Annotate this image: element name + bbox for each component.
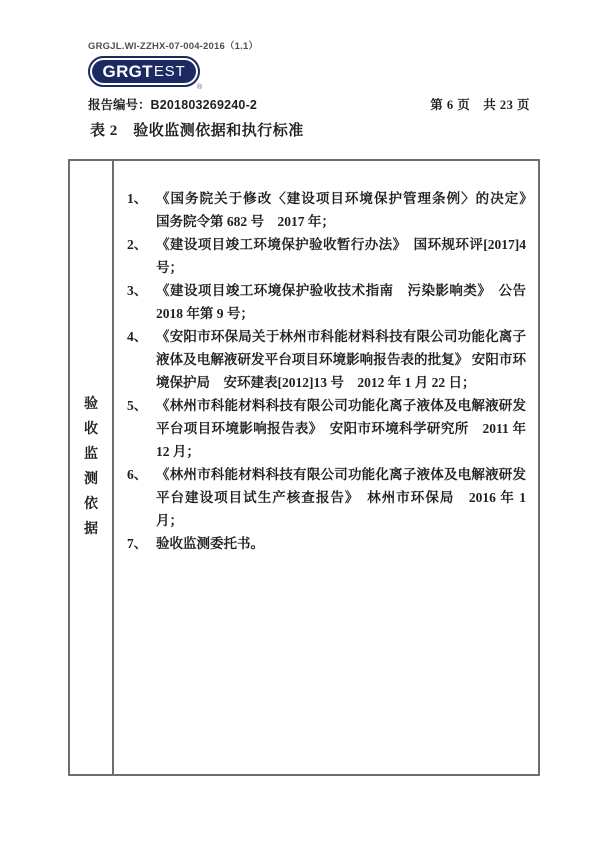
list-item [127,233,526,279]
row-header-char: 验 [84,397,98,412]
list-item-text: 《建设项目竣工环境保护验收暂行办法》 国环规环评[2017]4 号； [156,237,526,275]
row-header-char: 监 [84,447,98,462]
list-item-number: 3、 [127,283,148,298]
list-item-text: 《安阳市环保局关于林州市科能材料科技有限公司功能化离子液体及电解液研发平台项目环境影响报告表的批复》 安阳市环境保护局 安环建表[2012]13 号 2012 年 1 月 22 日； [156,329,526,390]
report-header-line [88,95,530,113]
reference-list [114,161,538,774]
report-number-label: 报告编号： [88,98,151,112]
row-header-char: 据 [84,522,98,537]
row-header-char: 收 [84,422,98,437]
list-item [127,325,526,394]
report-number [88,95,257,113]
list-item-text: 《国务院关于修改〈建设项目环境保护管理条例〉的决定》 国务院令第 682 号 2017 年； [156,191,540,229]
row-header-char: 依 [84,497,98,512]
row-header-vertical-label [70,161,114,774]
list-item [127,394,526,463]
list-item-text: 《林州市科能材料科技有限公司功能化离子液体及电解液研发平台建设项目试生产核查报告》 林州市环保局 2016 年 1 月； [156,467,526,528]
grgtest-logo [88,56,200,87]
list-item-text: 《林州市科能材料科技有限公司功能化离子液体及电解液研发平台项目环境影响报告表》 安阳市环境科学研究所 2011 年 12 月； [156,398,526,459]
list-item-number: 2、 [127,237,148,252]
page-indicator: 第 6 页 共 23 页 [430,98,530,112]
list-item [127,187,540,233]
list-item-text: 《建设项目竣工环境保护验收技术指南 污染影响类》 公告 2018 年第 9 号； [156,283,526,321]
logo-text-bold: GRGT [102,61,153,81]
logo-text-light: EST [153,63,186,80]
list-item-number: 4、 [127,329,148,344]
list-item [127,463,526,532]
document-code: GRGJL.WI-ZZHX-07-004-2016（1.1） [88,41,259,52]
table-title: 表 2 验收监测依据和执行标准 [90,123,304,139]
list-item [127,279,526,325]
list-item-number: 6、 [127,467,148,482]
list-item-number: 5、 [127,398,148,413]
acceptance-basis-table [68,159,540,776]
report-number-value: B201803269240-2 [150,98,258,112]
list-item-text: 验收监测委托书。 [156,536,264,551]
registered-trademark-icon: ® [197,84,203,91]
list-item-number: 7、 [127,536,148,551]
list-item-number: 1、 [127,191,148,206]
row-header-char: 测 [84,472,98,487]
list-item [127,532,526,555]
